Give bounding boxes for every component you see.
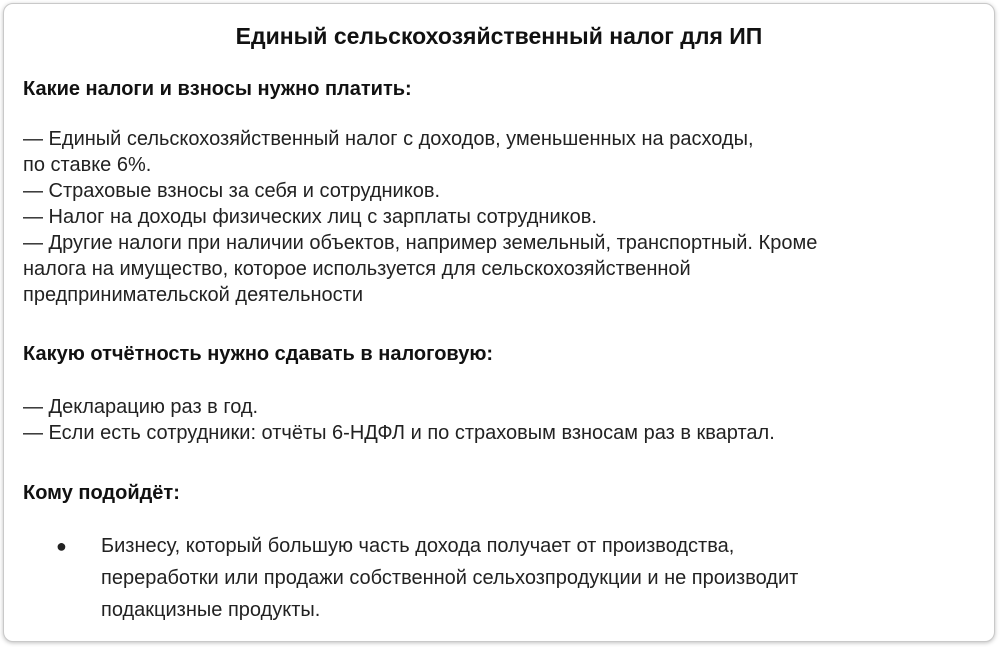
text-line: по ставке 6%. <box>23 154 152 176</box>
text-line: Бизнесу, который большую часть дохода получает от производства, <box>101 535 735 557</box>
taxes-paragraph <box>23 126 817 308</box>
text-line: — Страховые взносы за себя и сотрудников. <box>23 180 441 202</box>
text-line: — Другие налоги при наличии объектов, например земельный, транспортный. Кроме <box>23 232 818 254</box>
reporting-paragraph <box>23 394 775 446</box>
text-line: подакцизные продукты. <box>101 599 321 621</box>
section-heading-reporting: Какую отчётность нужно сдавать в налоговую: <box>23 343 494 365</box>
info-card <box>3 3 995 642</box>
text-line: — Декларацию раз в год. <box>23 396 259 418</box>
text-line: — Если есть сотрудники: отчёты 6-НДФЛ и по страховым взносам раз в квартал. <box>23 422 775 444</box>
section-heading-taxes: Какие налоги и взносы нужно платить: <box>23 78 412 100</box>
bullet-dot-icon: ● <box>56 536 67 556</box>
text-line: предпринимательской деятельности <box>23 284 363 306</box>
text-line: налога на имущество, которое используется для сельскохозяйственной <box>23 258 691 280</box>
section-heading-suitable-for: Кому подойдёт: <box>23 482 180 504</box>
text-line: переработки или продажи собственной сельхозпродукции и не производит <box>101 567 799 589</box>
text-line: — Налог на доходы физических лиц с зарплаты сотрудников. <box>23 206 597 228</box>
page-title: Единый сельскохозяйственный налог для ИП <box>235 23 763 49</box>
text-line: — Единый сельскохозяйственный налог с доходов, уменьшенных на расходы, <box>23 128 754 150</box>
bullet-text <box>101 530 798 626</box>
